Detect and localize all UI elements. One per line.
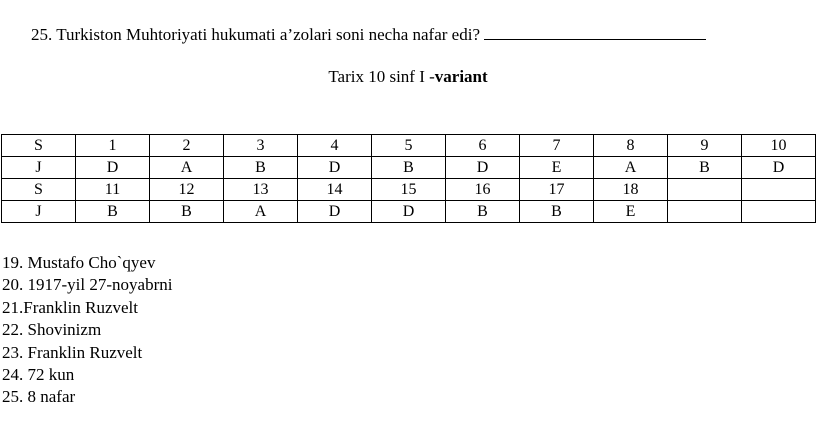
answers-list — [2, 252, 172, 409]
table-cell: A — [594, 157, 668, 179]
table-cell: 18 — [594, 179, 668, 201]
table-cell — [668, 201, 742, 223]
table-cell — [742, 179, 816, 201]
table-cell: B — [76, 201, 150, 223]
table-cell: D — [298, 201, 372, 223]
table-cell: 11 — [76, 179, 150, 201]
table-cell: B — [668, 157, 742, 179]
table-cell: 13 — [224, 179, 298, 201]
table-cell: B — [150, 201, 224, 223]
table-cell: 10 — [742, 135, 816, 157]
table-cell: J — [2, 157, 76, 179]
table-cell: 12 — [150, 179, 224, 201]
list-item: 21.Franklin Ruzvelt — [2, 297, 138, 317]
table-cell: 9 — [668, 135, 742, 157]
list-item: 20. 1917-yil 27-noyabrni — [2, 275, 173, 295]
list-item: 22. Shovinizm — [2, 320, 102, 340]
table-cell: E — [520, 157, 594, 179]
table-cell: A — [224, 201, 298, 223]
table-cell: 2 — [150, 135, 224, 157]
table-cell: B — [520, 201, 594, 223]
table-cell: 6 — [446, 135, 520, 157]
table-cell: D — [446, 157, 520, 179]
table-cell: 1 — [76, 135, 150, 157]
table-cell — [742, 201, 816, 223]
table-cell: 4 — [298, 135, 372, 157]
list-item: 19. Mustafo Cho`qyev — [2, 253, 156, 272]
heading-prefix: Tarix 10 sinf I - — [328, 67, 435, 86]
list-item: 25. 8 nafar — [2, 387, 76, 407]
table-cell: B — [372, 157, 446, 179]
table-cell: S — [2, 135, 76, 157]
table-cell: D — [298, 157, 372, 179]
question-text: 25. Turkiston Muhtoriyati hukumati a’zolari soni necha nafar edi? — [31, 25, 480, 44]
table-cell: D — [372, 201, 446, 223]
variant-heading — [0, 66, 816, 88]
answer-key-table — [1, 134, 816, 223]
list-item: 24. 72 kun — [2, 365, 75, 385]
table-cell: S — [2, 179, 76, 201]
table-cell: 8 — [594, 135, 668, 157]
table-cell — [668, 179, 742, 201]
heading-variant-bold: variant — [434, 67, 488, 86]
table-row — [2, 201, 816, 223]
table-cell: 3 — [224, 135, 298, 157]
table-row — [2, 135, 816, 157]
table-cell: 17 — [520, 179, 594, 201]
table-cell: B — [446, 201, 520, 223]
table-cell: 7 — [520, 135, 594, 157]
table-cell: J — [2, 201, 76, 223]
table-cell: 14 — [298, 179, 372, 201]
list-item: 23. Franklin Ruzvelt — [2, 342, 143, 362]
table-row — [2, 179, 816, 201]
table-cell: D — [76, 157, 150, 179]
table-cell: 16 — [446, 179, 520, 201]
answer-blank-line — [484, 23, 706, 40]
table-cell: D — [742, 157, 816, 179]
table-cell: A — [150, 157, 224, 179]
table-cell: 15 — [372, 179, 446, 201]
table-row — [2, 157, 816, 179]
table-cell: E — [594, 201, 668, 223]
table-cell: 5 — [372, 135, 446, 157]
table-cell: B — [224, 157, 298, 179]
question-line — [31, 23, 706, 46]
